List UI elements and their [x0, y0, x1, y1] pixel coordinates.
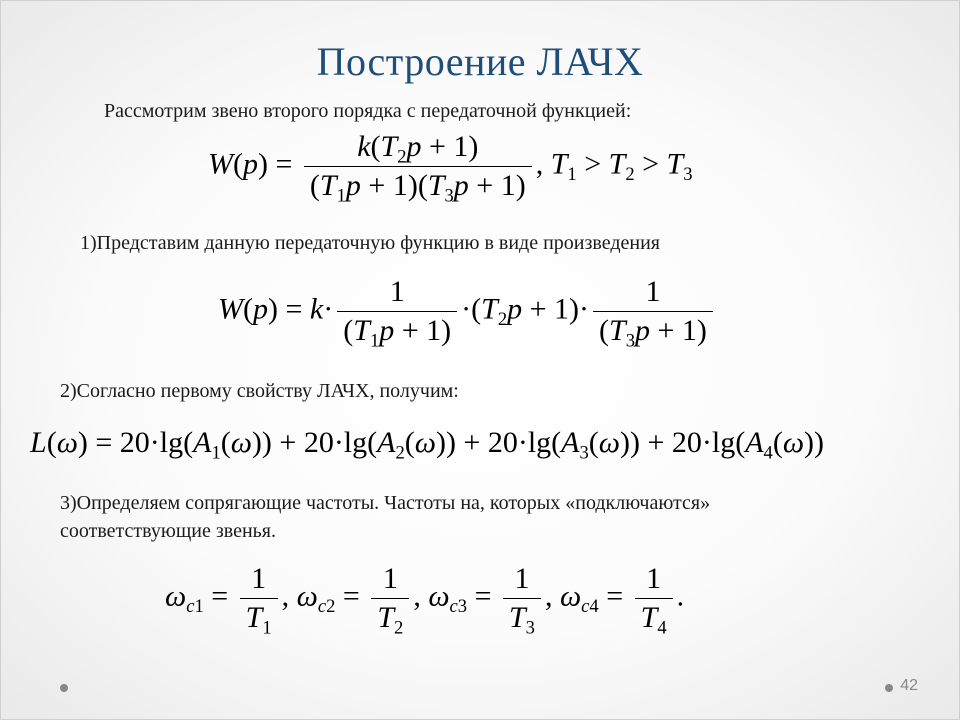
product-form-formula: W(p) = k· $\frac{1}{(T_1p + 1)}$ $\cdot(T_2p + 1)\cdot$ $\frac{1}{(T_3p + 1)}$: [218, 275, 717, 348]
step3-text-line2: соответствующие звенья.: [60, 520, 276, 542]
bullet-right: [885, 684, 893, 692]
transfer-function-formula: W(p) = $\frac{k(T_2p + 1)}{(T_1p + 1)(T_3p + 1)}$ , $T_1 > T_2 > T_3$: [208, 130, 693, 207]
lachx-formula: $L(\omega) = 20\cdot\lg(A_1(\omega)) + 20\cdot\lg(A_2(\omega)) + 20\cdot\lg(A_3(\omega)) + 20\cdot\lg(A_4(\omega))$: [30, 426, 824, 464]
page-title: Построение ЛАЧХ: [316, 39, 644, 84]
step1-text: 1)Представим данную передаточную функцию в виде произведения: [80, 232, 660, 254]
corner-frequencies-formula: $\omega_{c1}$ = $\frac{1}{T_1}$ , $\omega_{c2}$ = $\frac{1}{T_2}$ , $\omega_{c3}$ = $\frac{1}{T_3}$ , $\omega_{c4}$ = $\frac{1}{T_4}$ .: [165, 562, 685, 639]
page-number: 42: [900, 677, 918, 694]
step2-text: 2)Согласно первому свойству ЛАЧХ, получим:: [60, 380, 459, 402]
intro-text: Рассмотрим звено второго порядка с передаточной функцией:: [104, 100, 632, 122]
step3-text-line1: 3)Определяем сопрягающие частоты. Частоты на, которых «подключаются»: [60, 492, 711, 514]
bullet-left: [60, 684, 68, 692]
